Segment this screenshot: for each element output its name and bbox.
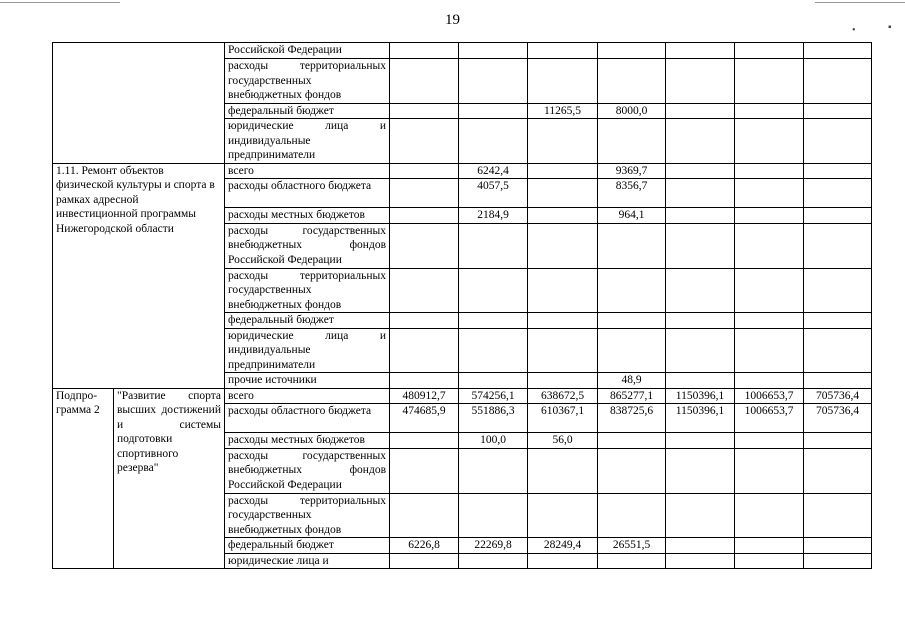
value-cell (390, 119, 459, 164)
value-cell (735, 43, 804, 59)
value-cell: 574256,1 (459, 388, 528, 404)
subprogram-code: Подпро- грамма 2 (53, 388, 114, 569)
value-cell (528, 163, 598, 179)
table-row (53, 388, 872, 404)
row-label: расходы областного бюджета (225, 404, 390, 433)
row-label: расходы государственных внебюджетных фондов Российской Федерации (225, 448, 390, 493)
value-cell (735, 223, 804, 268)
value-cell (390, 268, 459, 313)
value-cell (735, 163, 804, 179)
value-cell (528, 43, 598, 59)
top-rule-left (0, 2, 120, 3)
value-cell (666, 553, 735, 569)
value-cell: 26551,5 (598, 538, 666, 554)
value-cell (666, 433, 735, 449)
value-cell (459, 223, 528, 268)
value-cell (390, 493, 459, 538)
value-cell (735, 179, 804, 208)
row-label: федеральный бюджет (225, 313, 390, 329)
value-cell (735, 268, 804, 313)
value-cell (459, 373, 528, 389)
value-cell: 1006653,7 (735, 388, 804, 404)
value-cell (666, 163, 735, 179)
value-cell (666, 373, 735, 389)
row-label: федеральный бюджет (225, 103, 390, 119)
value-cell (666, 119, 735, 164)
value-cell (666, 208, 735, 224)
value-cell (459, 328, 528, 373)
row-label: расходы областного бюджета (225, 179, 390, 208)
row-label: расходы местных бюджетов (225, 208, 390, 224)
value-cell: 4057,5 (459, 179, 528, 208)
value-cell (735, 208, 804, 224)
value-cell (528, 268, 598, 313)
value-cell (459, 553, 528, 569)
row-label: юридические лица и индивидуальные предприниматели (225, 119, 390, 164)
value-cell (666, 493, 735, 538)
value-cell (804, 59, 872, 104)
value-cell (528, 448, 598, 493)
value-cell (666, 59, 735, 104)
value-cell: 100,0 (459, 433, 528, 449)
value-cell (528, 208, 598, 224)
value-cell (735, 119, 804, 164)
value-cell (528, 553, 598, 569)
row-label: юридические лица и (225, 553, 390, 569)
value-cell (528, 493, 598, 538)
value-cell (666, 43, 735, 59)
value-cell: 28249,4 (528, 538, 598, 554)
row-label: юридические лица и индивидуальные предприниматели (225, 328, 390, 373)
value-cell: 2184,9 (459, 208, 528, 224)
row-label: Российской Федерации (225, 43, 390, 59)
value-cell (459, 43, 528, 59)
value-cell (804, 553, 872, 569)
value-cell (528, 328, 598, 373)
row-label: всего (225, 388, 390, 404)
value-cell (598, 43, 666, 59)
value-cell: 6242,4 (459, 163, 528, 179)
value-cell (598, 328, 666, 373)
value-cell (598, 433, 666, 449)
value-cell: 8356,7 (598, 179, 666, 208)
value-cell (390, 313, 459, 329)
value-cell (528, 313, 598, 329)
scan-mark: • (852, 25, 856, 36)
value-cell: 1150396,1 (666, 404, 735, 433)
value-cell: 705736,4 (804, 388, 872, 404)
value-cell (666, 328, 735, 373)
value-cell (598, 553, 666, 569)
value-cell (390, 328, 459, 373)
value-cell (528, 223, 598, 268)
value-cell: 964,1 (598, 208, 666, 224)
value-cell (804, 179, 872, 208)
value-cell (598, 448, 666, 493)
value-cell (666, 103, 735, 119)
value-cell (666, 538, 735, 554)
value-cell (735, 59, 804, 104)
value-cell (390, 223, 459, 268)
continuation-cell (53, 43, 225, 164)
value-cell (735, 433, 804, 449)
value-cell (598, 493, 666, 538)
value-cell: 1006653,7 (735, 404, 804, 433)
value-cell (804, 163, 872, 179)
value-cell (666, 179, 735, 208)
value-cell (804, 268, 872, 313)
row-label: всего (225, 163, 390, 179)
row-label: расходы государственных внебюджетных фондов Российской Федерации (225, 223, 390, 268)
value-cell: 638672,5 (528, 388, 598, 404)
value-cell (598, 313, 666, 329)
value-cell: 6226,8 (390, 538, 459, 554)
value-cell (735, 553, 804, 569)
value-cell: 838725,6 (598, 404, 666, 433)
row-label: расходы территориальных государственных внебюджетных фондов (225, 493, 390, 538)
table-row (53, 163, 872, 179)
value-cell (804, 448, 872, 493)
value-cell (804, 538, 872, 554)
value-cell (528, 119, 598, 164)
value-cell (459, 493, 528, 538)
value-cell (735, 373, 804, 389)
value-cell: 1150396,1 (666, 388, 735, 404)
value-cell (528, 59, 598, 104)
value-cell (459, 59, 528, 104)
row-label: прочие источники (225, 373, 390, 389)
value-cell (390, 103, 459, 119)
value-cell (459, 313, 528, 329)
value-cell (666, 223, 735, 268)
value-cell: 56,0 (528, 433, 598, 449)
value-cell (804, 493, 872, 538)
value-cell: 705736,4 (804, 404, 872, 433)
value-cell: 551886,3 (459, 404, 528, 433)
value-cell (390, 553, 459, 569)
value-cell (804, 313, 872, 329)
value-cell (735, 493, 804, 538)
value-cell (804, 328, 872, 373)
row-label: федеральный бюджет (225, 538, 390, 554)
page-number: 19 (445, 12, 460, 28)
value-cell (804, 433, 872, 449)
top-rule-right (815, 2, 905, 3)
value-cell (804, 208, 872, 224)
value-cell (666, 313, 735, 329)
value-cell (666, 448, 735, 493)
value-cell (459, 448, 528, 493)
value-cell (390, 59, 459, 104)
value-cell: 474685,9 (390, 404, 459, 433)
value-cell (804, 223, 872, 268)
value-cell (666, 268, 735, 313)
scan-mark: ▪ (888, 22, 892, 33)
value-cell (598, 119, 666, 164)
value-cell (735, 328, 804, 373)
value-cell (735, 103, 804, 119)
value-cell (598, 223, 666, 268)
value-cell: 11265,5 (528, 103, 598, 119)
value-cell (735, 448, 804, 493)
value-cell (528, 373, 598, 389)
measure-1-11-title: 1.11. Ремонт объектов физической культуры и спорта в рамках адресной инвестиционной программы Нижегородской области (53, 163, 225, 388)
value-cell: 9369,7 (598, 163, 666, 179)
row-label: расходы территориальных государственных внебюджетных фондов (225, 59, 390, 104)
value-cell: 48,9 (598, 373, 666, 389)
table-row (53, 43, 872, 59)
value-cell (804, 103, 872, 119)
value-cell (390, 373, 459, 389)
value-cell (390, 163, 459, 179)
value-cell (390, 433, 459, 449)
value-cell (390, 179, 459, 208)
value-cell (735, 538, 804, 554)
value-cell (459, 103, 528, 119)
budget-table (52, 42, 872, 569)
value-cell: 480912,7 (390, 388, 459, 404)
value-cell (735, 313, 804, 329)
row-label: расходы местных бюджетов (225, 433, 390, 449)
subprogram-name: "Развитие спорта высших достижений и системы подготовки спортивного резерва" (114, 388, 225, 569)
value-cell (459, 268, 528, 313)
value-cell (804, 119, 872, 164)
value-cell (390, 208, 459, 224)
value-cell (598, 59, 666, 104)
value-cell: 610367,1 (528, 404, 598, 433)
value-cell: 865277,1 (598, 388, 666, 404)
value-cell (528, 179, 598, 208)
value-cell (459, 119, 528, 164)
value-cell (390, 448, 459, 493)
value-cell (804, 373, 872, 389)
value-cell: 22269,8 (459, 538, 528, 554)
row-label: расходы территориальных государственных внебюджетных фондов (225, 268, 390, 313)
value-cell (598, 268, 666, 313)
value-cell: 8000,0 (598, 103, 666, 119)
value-cell (390, 43, 459, 59)
value-cell (804, 43, 872, 59)
